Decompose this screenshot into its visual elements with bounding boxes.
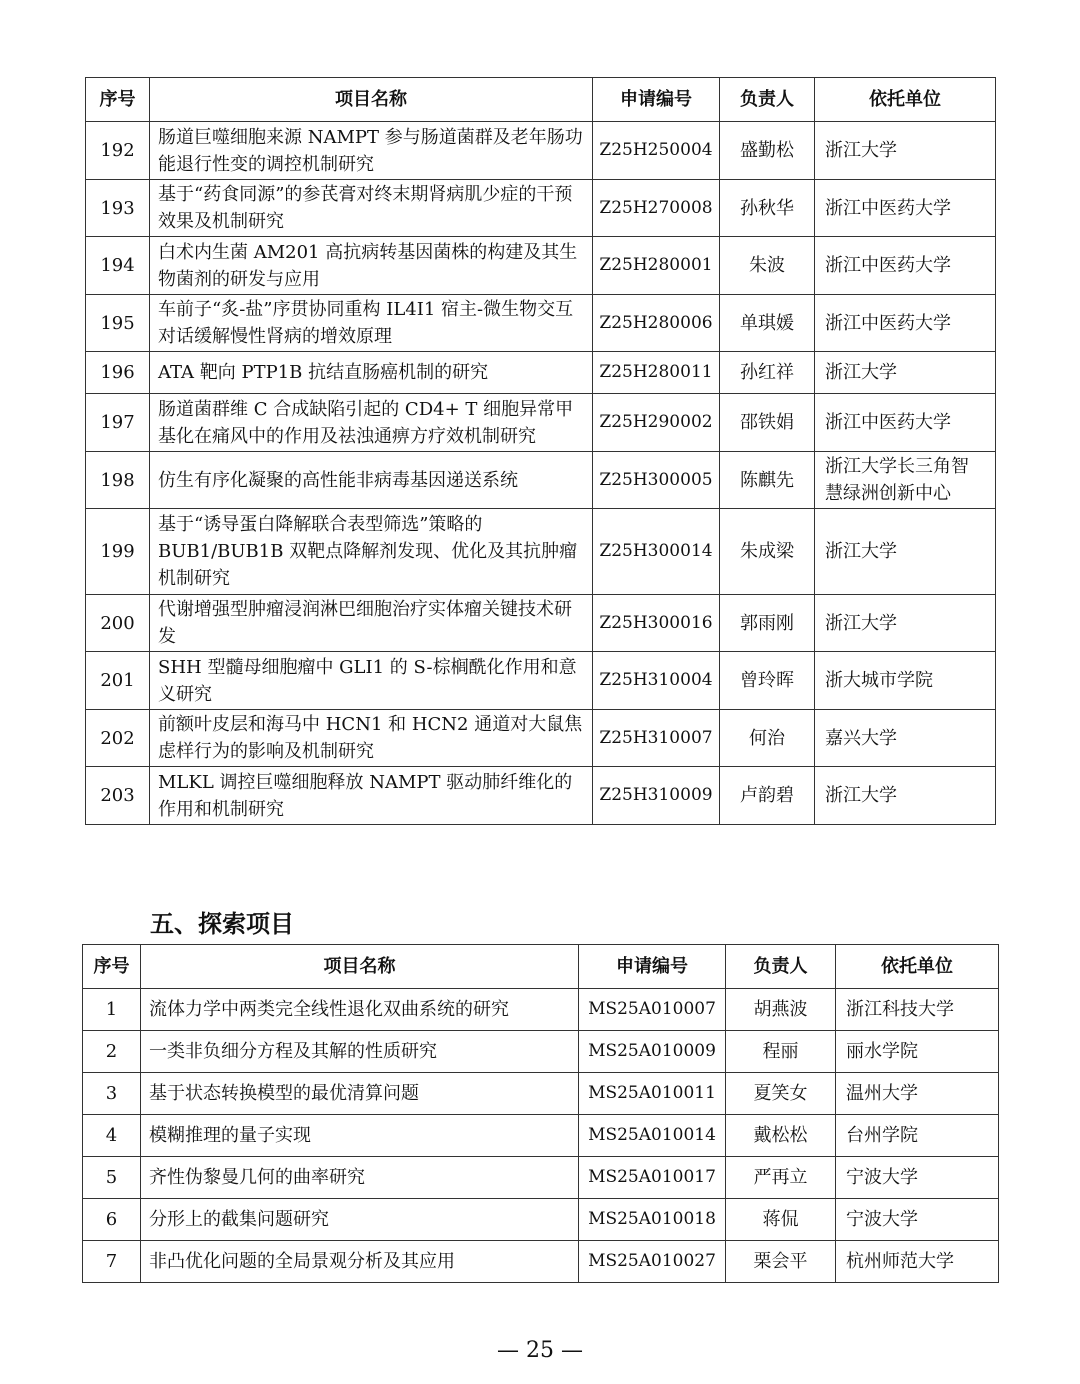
cell-lead: 孙秋华: [720, 180, 815, 237]
cell-lead: 夏笑女: [726, 1073, 836, 1115]
cell-unit: 宁波大学: [836, 1157, 999, 1199]
cell-unit: 浙江大学: [815, 767, 996, 825]
cell-unit: 浙大城市学院: [815, 652, 996, 710]
cell-no: 5: [83, 1157, 141, 1199]
table-row: [83, 1157, 999, 1199]
cell-code: Z25H270008: [593, 180, 720, 237]
cell-name: ATA 靶向 PTP1B 抗结直肠癌机制的研究: [150, 352, 593, 394]
cell-code: Z25H310009: [593, 767, 720, 825]
cell-lead: 朱波: [720, 237, 815, 295]
cell-lead: 蒋侃: [726, 1199, 836, 1241]
cell-code: Z25H300014: [593, 509, 720, 595]
cell-no: 193: [86, 180, 150, 237]
cell-unit: 浙江中医药大学: [815, 180, 996, 237]
cell-lead: 胡燕波: [726, 989, 836, 1031]
header-lead: 负责人: [720, 78, 815, 122]
cell-code: MS25A010014: [579, 1115, 726, 1157]
cell-no: 196: [86, 352, 150, 394]
cell-no: 194: [86, 237, 150, 295]
cell-unit: 浙江大学: [815, 352, 996, 394]
cell-no: 198: [86, 452, 150, 509]
cell-code: MS25A010018: [579, 1199, 726, 1241]
cell-code: MS25A010027: [579, 1241, 726, 1283]
cell-unit: 台州学院: [836, 1115, 999, 1157]
table-row: [86, 394, 996, 452]
cell-unit: 杭州师范大学: [836, 1241, 999, 1283]
table-row: [83, 1199, 999, 1241]
cell-name: 肠道巨噬细胞来源 NAMPT 参与肠道菌群及老年肠功能退行性变的调控机制研究: [150, 122, 593, 180]
page-number: — 25 —: [497, 1338, 583, 1363]
cell-code: Z25H250004: [593, 122, 720, 180]
cell-no: 3: [83, 1073, 141, 1115]
cell-code: Z25H300016: [593, 595, 720, 652]
header-lead: 负责人: [726, 945, 836, 989]
cell-name: 非凸优化问题的全局景观分析及其应用: [141, 1241, 579, 1283]
table-row: [86, 767, 996, 825]
table-row: [86, 652, 996, 710]
cell-unit: 浙江中医药大学: [815, 295, 996, 352]
cell-no: 1: [83, 989, 141, 1031]
cell-lead: 朱成梁: [720, 509, 815, 595]
cell-name: 前额叶皮层和海马中 HCN1 和 HCN2 通道对大鼠焦虑样行为的影响及机制研究: [150, 710, 593, 767]
table-row: [86, 352, 996, 394]
cell-unit: 丽水学院: [836, 1031, 999, 1073]
table-row: [86, 710, 996, 767]
cell-name: 基于“药食同源”的参芪膏对终末期肾病肌少症的干预效果及机制研究: [150, 180, 593, 237]
cell-unit: 嘉兴大学: [815, 710, 996, 767]
header-name: 项目名称: [150, 78, 593, 122]
table-row: [83, 1073, 999, 1115]
cell-name: 一类非负细分方程及其解的性质研究: [141, 1031, 579, 1073]
cell-name: 代谢增强型肿瘤浸润淋巴细胞治疗实体瘤关键技术研发: [150, 595, 593, 652]
cell-name: SHH 型髓母细胞瘤中 GLI1 的 S-棕榈酰化作用和意义研究: [150, 652, 593, 710]
cell-code: Z25H280011: [593, 352, 720, 394]
table-row: [86, 595, 996, 652]
cell-code: Z25H290002: [593, 394, 720, 452]
table-row: [83, 989, 999, 1031]
cell-code: Z25H300005: [593, 452, 720, 509]
cell-name: 基于状态转换模型的最优清算问题: [141, 1073, 579, 1115]
cell-name: 基于“诱导蛋白降解联合表型筛选”策略的 BUB1/BUB1B 双靶点降解剂发现、优化及其抗肿瘤机制研究: [150, 509, 593, 595]
cell-no: 6: [83, 1199, 141, 1241]
cell-lead: 盛勤松: [720, 122, 815, 180]
cell-lead: 程丽: [726, 1031, 836, 1073]
header-name: 项目名称: [141, 945, 579, 989]
cell-no: 4: [83, 1115, 141, 1157]
table-row: [83, 1031, 999, 1073]
header-code: 申请编号: [593, 78, 720, 122]
cell-no: 195: [86, 295, 150, 352]
cell-code: MS25A010011: [579, 1073, 726, 1115]
table-header-row: [86, 78, 996, 122]
cell-name: 齐性伪黎曼几何的曲率研究: [141, 1157, 579, 1199]
table-row: [86, 295, 996, 352]
cell-lead: 邵铁娟: [720, 394, 815, 452]
table-row: [86, 452, 996, 509]
cell-no: 2: [83, 1031, 141, 1073]
cell-lead: 戴松松: [726, 1115, 836, 1157]
header-no: 序号: [83, 945, 141, 989]
cell-name: 流体力学中两类完全线性退化双曲系统的研究: [141, 989, 579, 1031]
cell-code: Z25H310007: [593, 710, 720, 767]
cell-code: Z25H280001: [593, 237, 720, 295]
cell-no: 7: [83, 1241, 141, 1283]
cell-name: 仿生有序化凝聚的高性能非病毒基因递送系统: [150, 452, 593, 509]
cell-code: MS25A010009: [579, 1031, 726, 1073]
cell-lead: 曾玲晖: [720, 652, 815, 710]
cell-lead: 孙红祥: [720, 352, 815, 394]
cell-no: 203: [86, 767, 150, 825]
cell-lead: 何治: [720, 710, 815, 767]
table-row: [86, 237, 996, 295]
cell-code: Z25H280006: [593, 295, 720, 352]
header-no: 序号: [86, 78, 150, 122]
cell-no: 201: [86, 652, 150, 710]
table-row: [86, 180, 996, 237]
cell-unit: 浙江科技大学: [836, 989, 999, 1031]
header-unit: 依托单位: [836, 945, 999, 989]
table-header-row: [83, 945, 999, 989]
cell-unit: 浙江大学: [815, 595, 996, 652]
header-unit: 依托单位: [815, 78, 996, 122]
cell-name: 白术内生菌 AM201 高抗病转基因菌株的构建及其生物菌剂的研发与应用: [150, 237, 593, 295]
cell-no: 200: [86, 595, 150, 652]
cell-code: MS25A010017: [579, 1157, 726, 1199]
cell-no: 197: [86, 394, 150, 452]
cell-unit: 浙江大学: [815, 122, 996, 180]
table-row: [86, 509, 996, 595]
cell-unit: 浙江大学长三角智慧绿洲创新中心: [815, 452, 996, 509]
cell-name: MLKL 调控巨噬细胞释放 NAMPT 驱动肺纤维化的作用和机制研究: [150, 767, 593, 825]
cell-lead: 严再立: [726, 1157, 836, 1199]
table-row: [83, 1241, 999, 1283]
cell-lead: 陈麒先: [720, 452, 815, 509]
cell-code: MS25A010007: [579, 989, 726, 1031]
cell-unit: 浙江中医药大学: [815, 237, 996, 295]
cell-lead: 栗会平: [726, 1241, 836, 1283]
cell-unit: 浙江中医药大学: [815, 394, 996, 452]
table-row: [86, 122, 996, 180]
cell-name: 模糊推理的量子实现: [141, 1115, 579, 1157]
header-code: 申请编号: [579, 945, 726, 989]
cell-unit: 宁波大学: [836, 1199, 999, 1241]
section-title: 五、探索项目: [150, 909, 294, 938]
table-row: [83, 1115, 999, 1157]
cell-name: 肠道菌群维 C 合成缺陷引起的 CD4+ T 细胞异常甲基化在痛风中的作用及祛浊通痹方疗效机制研究: [150, 394, 593, 452]
cell-no: 192: [86, 122, 150, 180]
cell-name: 分形上的截集问题研究: [141, 1199, 579, 1241]
cell-code: Z25H310004: [593, 652, 720, 710]
cell-lead: 单琪媛: [720, 295, 815, 352]
cell-no: 202: [86, 710, 150, 767]
cell-lead: 郭雨刚: [720, 595, 815, 652]
cell-unit: 温州大学: [836, 1073, 999, 1115]
cell-unit: 浙江大学: [815, 509, 996, 595]
cell-lead: 卢韵碧: [720, 767, 815, 825]
project-table-exploration: [82, 944, 999, 1283]
cell-name: 车前子“炙-盐”序贯协同重构 IL4I1 宿主-微生物交互对话缓解慢性肾病的增效原理: [150, 295, 593, 352]
project-table-main: [85, 77, 996, 825]
cell-no: 199: [86, 509, 150, 595]
